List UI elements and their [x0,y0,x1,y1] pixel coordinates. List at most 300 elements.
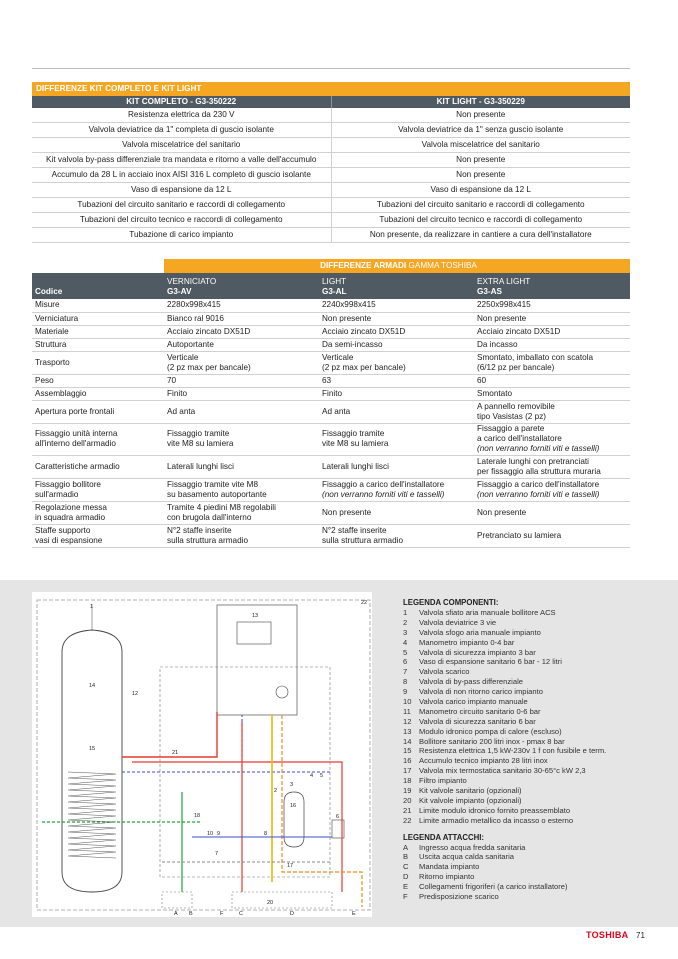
label-15: 15 [89,746,96,752]
cabinet-table-row [32,325,630,338]
legend-key: D [403,872,409,882]
legend-item [403,872,673,882]
label-20: 20 [267,900,274,906]
legend-key: 3 [403,627,408,637]
cabinet-table-row [32,312,630,325]
legend-components-title: LEGENDA COMPONENTI: [403,598,499,607]
label-17: 18 [194,813,201,819]
legend-key: 18 [403,776,412,786]
row-label [32,325,164,338]
legend-item [403,843,673,853]
cell-line: Fissaggio a carico dell'installatore [477,479,600,489]
kit-light-cell: Non presente [331,168,630,183]
legend-item [403,862,673,872]
kit-complete-cell: Kit valvola by-pass differenziale tra mandata e ritorno a valle dell'accumulo [32,153,331,168]
cabinet-cell [164,374,319,387]
row-label [32,478,164,501]
row-label-line: Trasporto [35,357,70,367]
legend-key: 17 [403,766,412,776]
row-label [32,400,164,423]
legend-text: Valvola sfogo aria manuale impianto [419,627,541,637]
row-label [32,387,164,400]
cell-line: Da incasso [477,339,518,349]
legend-text: Valvola di sicurezza impianto 3 bar [419,647,536,657]
legend-item [403,648,673,658]
code-label: Codice [32,273,164,299]
cell-line: N°2 staffe inserite [167,525,232,535]
top-divider [32,68,630,69]
label-1: 1 [90,604,94,610]
legend-item [403,816,673,826]
cell-line: Fissaggio tramite [322,429,385,438]
row-label-line: in squadra armadio [35,512,106,522]
connection-B: B [189,911,193,917]
legend-item [403,806,673,816]
cabinet-cell [164,524,319,547]
cabinet-cell [474,455,630,478]
cabinet-cell [164,478,319,501]
legend-item [403,882,673,892]
row-label [32,423,164,455]
kit-complete-cell: Vaso di espansione da 12 L [32,183,331,198]
cabinet-cell [474,478,630,501]
cabinet-table-row [32,374,630,387]
kit-light-cell: Tubazioni del circuito tecnico e raccordi di collegamento [331,213,630,228]
row-label [32,338,164,351]
cell-line: sulla struttura armadio [167,535,248,545]
kit-table-row [32,228,630,243]
column-verniciato: VERNICIATO G3-AV [164,273,319,299]
cell-line: Acciaio zincato DX51D [167,326,251,336]
cabinet-cell [319,524,474,547]
cell-line: con brugola dall'interno [167,512,252,522]
legend-text: Valvola di by-pass differenziale [419,677,523,687]
legend-item [403,727,673,737]
cabinet-cell [474,312,630,325]
band-spacer [32,259,164,273]
kit-light-cell: Tubazioni del circuito sanitario e raccordi di collegamento [331,198,630,213]
connection-A: A [174,911,178,917]
legend-key: C [403,862,409,872]
label-14: 14 [89,683,96,689]
legend-text: Resistenza elettrica 1,5 kW-230v 1 f con fusibile e term. [419,746,607,756]
cabinet-cell [474,501,630,524]
label-6: 6 [336,814,340,820]
row-label [32,524,164,547]
cabinet-table-row [32,478,630,501]
legend-item [403,776,673,786]
legend-components-list [403,608,673,826]
row-label-line: sull'armadio [35,489,79,499]
legend-text: Limite armadio metallico da incasso o esterno [419,815,574,825]
legend-item [403,657,673,667]
legend-item [403,667,673,677]
kit-light-cell: Valvola deviatrice da 1" senza guscio isolante [331,123,630,138]
kit-table-title: DIFFERENZE KIT COMPLETO E KIT LIGHT [32,82,630,96]
cabinet-cell [474,351,630,374]
cabinet-cell [164,351,319,374]
row-label-line: Peso [35,375,54,385]
cell-line: Verticale [167,352,199,362]
row-label [32,299,164,312]
label-5: 5 [320,773,324,779]
row-label-line: all'interno dell'armadio [35,439,116,448]
legend-text: Manometro circuito sanitario 0-6 bar [419,706,541,716]
label-10: 10 [207,831,214,837]
cabinet-cell [474,299,630,312]
legend-key: F [403,892,408,902]
cell-line: Laterale lunghi con pretranciati [477,456,589,466]
legend-text: Accumulo tecnico impianto 28 litri inox [419,756,548,766]
cell-line: vite M8 su lamiera [322,439,389,448]
legend-text: Kit valvole sanitario (opzionali) [419,786,522,796]
label-3: 3 [290,782,294,788]
cell-line: Ad anta [322,406,351,416]
legend-item [403,697,673,707]
cabinet-cell [474,423,630,455]
cabinet-cell [474,387,630,400]
legend-key: 13 [403,726,412,736]
cell-line: (non verranno forniti viti e tasselli) [477,489,600,499]
cabinet-cell [319,455,474,478]
cabinet-cell [164,312,319,325]
label-7: 7 [215,851,219,857]
row-label-line: Materiale [35,326,69,336]
cabinet-cell [164,455,319,478]
cell-line: 60 [477,375,487,385]
row-label-line: Fissaggio bollitore [35,479,101,489]
cell-line: Non presente [322,507,372,517]
cabinet-differences-table [32,259,630,548]
label-12: 12 [132,691,139,697]
cabinet-cell [474,400,630,423]
cell-line: Da semi-incasso [322,339,383,349]
kit-differences-table [32,82,630,243]
label-18: 17 [287,863,294,869]
cabinet-cell [474,325,630,338]
legend-key: 7 [403,667,408,677]
kit-table-row [32,108,630,123]
cell-line: (6/12 pz per bancale) [477,362,555,372]
kit-complete-cell: Tubazioni del circuito tecnico e raccordi di collegamento [32,213,331,228]
row-label-line: Struttura [35,339,67,349]
column-light: LIGHT G3-AL [319,273,474,299]
cabinet-table-row [32,338,630,351]
cabinet-cell [164,387,319,400]
legend-text: Bollitore sanitario 200 litri inox - pmax 8 bar [419,736,565,746]
cell-line: (2 pz max per bancale) [322,362,406,372]
flow-pipe [132,762,342,892]
cell-line: a carico dell'installatore [477,434,562,443]
connection-C: C [239,911,243,917]
cell-line: Tramite 4 piedini M8 regolabili [167,502,276,512]
cell-line: Acciaio zincato DX51D [477,326,561,336]
legend-text: Ingresso acqua fredda sanitaria [419,842,526,852]
kit-complete-cell: Valvola deviatrice da 1" completa di guscio isolante [32,123,331,138]
kit-complete-cell: Accumulo da 28 L in acciaio inox AISI 316 L completo di guscio isolante [32,168,331,183]
cabinet-cell [164,423,319,455]
legend-item [403,786,673,796]
cell-line: Fissaggio a parete [477,424,545,433]
legend-key: 12 [403,716,412,726]
cell-line: tipo Vasistas (2 pz) [477,411,547,421]
cell-line: (non verranno forniti viti e tasselli) [477,444,600,453]
cell-line: Autoportante [167,339,214,349]
legend-key: A [403,842,409,852]
row-label [32,312,164,325]
legend-item [403,677,673,687]
legend-key: 22 [403,815,412,825]
dhw-tank [62,630,122,892]
legend-item [403,717,673,727]
legend-text: Valvola scarico [419,667,470,677]
kit-light-cell: Vaso di espansione da 12 L [331,183,630,198]
cabinet-band-title: DIFFERENZE ARMADI GAMMA TOSHIBA [164,259,630,273]
cabinet-cell [319,299,474,312]
cell-line: Fissaggio a carico dell'installatore [322,479,445,489]
legend-key: 6 [403,657,408,667]
cell-line: 70 [167,375,177,385]
kit-light-cell: Non presente, da realizzare in cantiere a cura dell'installatore [331,228,630,243]
legend-key: E [403,882,409,892]
cabinet-cell [319,501,474,524]
row-label-line: Staffe supporto [35,525,91,535]
legend-key: 4 [403,637,408,647]
cabinet-cell [164,400,319,423]
legend-text: Ritorno impianto [419,872,475,882]
label-21: 21 [172,750,179,756]
cold-pipe [122,715,242,772]
legend-key: 19 [403,786,412,796]
row-label [32,501,164,524]
legend-item [403,707,673,717]
row-label-line: Verniciatura [35,313,79,323]
cabinet-cell [164,338,319,351]
legend-key: 10 [403,697,412,707]
legend-item [403,756,673,766]
cabinet-cell [319,338,474,351]
brand-logo: TOSHIBA [586,930,629,940]
cell-line: Fissaggio tramite vite M8 [167,479,259,489]
kit-light-cell: Valvola miscelatrice del sanitario [331,138,630,153]
cell-line: Non presente [477,313,527,323]
legend-key: 8 [403,677,408,687]
cell-line: su basamento autoportante [167,489,267,499]
row-label-line: vasi di espansione [35,535,103,545]
kit-table-row [32,183,630,198]
legend-key: 14 [403,736,412,746]
cell-line: Ad anta [167,406,196,416]
row-label-line: Regolazione messa [35,502,107,512]
legend-item [403,746,673,756]
cabinet-cell [474,338,630,351]
legend-item [403,608,673,618]
cell-line: Finito [322,388,343,398]
kit-table-row [32,198,630,213]
cell-line: 2280x998x415 [167,300,221,310]
legend-key: 16 [403,756,412,766]
legend-connections-list [403,843,673,902]
column-extra-light: EXTRA LIGHT G3-AS [474,273,630,299]
cabinet-table-row [32,423,630,455]
cabinet-cell [319,400,474,423]
cabinet-table-row [32,400,630,423]
cell-line: sulla struttura armadio [322,535,403,545]
legend-key: 21 [403,805,412,815]
row-label-line: Assemblaggio [35,388,87,398]
label-22: 22 [361,600,368,606]
cell-line: (2 pz max per bancale) [167,362,251,372]
label-2: 2 [274,788,278,794]
cabinet-table-row [32,524,630,547]
cabinet-cell [474,524,630,547]
legend [403,598,673,902]
legend-item [403,892,673,902]
cell-line: (non verranno forniti viti e tasselli) [322,489,445,499]
cabinet-cell [164,299,319,312]
cabinet-cell [319,325,474,338]
legend-item [403,766,673,776]
kit-table-row [32,168,630,183]
row-label [32,374,164,387]
cabinet-table-row [32,387,630,400]
legend-key: 2 [403,617,408,627]
cell-line: N°2 staffe inserite [322,525,387,535]
legend-key: 11 [403,706,411,716]
cabinet-cell [319,478,474,501]
legend-key: 15 [403,746,412,756]
hot-pipe [122,712,217,757]
kit-light-header: KIT LIGHT - G3-350229 [331,96,630,108]
cell-line: Non presente [322,313,372,323]
cell-line: Smontato [477,388,513,398]
legend-text: Kit valvole impianto (opzionali) [419,795,522,805]
cell-line: 2240x998x415 [322,300,376,310]
legend-item [403,737,673,747]
kit-table-row [32,213,630,228]
legend-item [403,638,673,648]
legend-item [403,796,673,806]
legend-text: Valvola mix termostatica sanitario 30-65°c kW 2,3 [419,766,586,776]
cell-line: per fissaggio alla struttura muraria [477,466,601,476]
cell-line: Fissaggio tramite [167,429,230,438]
cell-line: 2250x998x415 [477,300,531,310]
technical-tank [284,792,304,847]
legend-text: Valvola sfiato aria manuale bollitore ACS [419,608,556,617]
cell-line: Laterali lunghi lisci [167,461,234,471]
legend-text: Collegamenti frigoriferi (a carico installatore) [419,882,568,892]
cell-line: Non presente [477,507,527,517]
hydraulic-schematic [32,592,372,917]
legend-text: Valvola di sicurezza sanitario 6 bar [419,716,536,726]
row-label-line: Caratteristiche armadio [35,461,120,471]
cabinet-cell [164,501,319,524]
kit-complete-header: KIT COMPLETO - G3-350222 [32,96,331,108]
kit-table-row [32,123,630,138]
legend-key: B [403,852,409,862]
kit-complete-cell: Tubazioni del circuito sanitario e raccordi di collegamento [32,198,331,213]
page-number: 71 [636,931,645,940]
legend-text: Modulo idronico pompa di calore (escluso) [419,726,562,736]
system-valve-kit [232,892,332,908]
cabinet-cell [319,423,474,455]
kit-complete-cell: Valvola miscelatrice del sanitario [32,138,331,153]
cell-line: Finito [167,388,188,398]
label-8: 8 [264,831,268,837]
cell-line: Pretranciato su lamiera [477,530,562,540]
legend-text: Manometro impianto 0-4 bar [419,637,515,647]
legend-text: Limite modulo idronico fornito preassemblato [419,805,571,815]
label-13: 13 [252,613,259,619]
cell-line: Laterali lunghi lisci [322,461,389,471]
legend-text: Valvola carico impianto manuale [419,697,528,707]
kit-light-cell: Non presente [331,153,630,168]
cell-line: A pannello removibile [477,401,555,411]
legend-text: Valvola di non ritorno carico impianto [419,687,543,697]
cell-line: 63 [322,375,332,385]
legend-key: 20 [403,795,412,805]
cabinet-cell [164,325,319,338]
legend-key: 5 [403,647,408,657]
cabinet-cell [319,374,474,387]
kit-complete-cell: Tubazione di carico impianto [32,228,331,243]
kit-table-row [32,153,630,168]
cabinet-cell [319,351,474,374]
row-label [32,351,164,374]
kit-light-cell: Non presente [331,108,630,123]
legend-text: Filtro impianto [419,776,467,786]
legend-connections-title: LEGENDA ATTACCHI: [403,832,484,842]
label-4: 4 [310,773,314,779]
label-16: 16 [290,803,297,809]
legend-item [403,852,673,862]
cabinet-cell [319,312,474,325]
cabinet-table-row [32,501,630,524]
cabinet-cell [319,387,474,400]
legend-text: Vaso di espansione sanitario 6 bar - 12 litri [419,657,562,667]
cell-line: Smontato, imballato con scatola [477,352,594,362]
legend-text: Mandata impianto [419,862,480,872]
legend-item [403,628,673,638]
connection-D: D [290,911,294,917]
legend-text: Uscita acqua calda sanitaria [419,852,514,862]
row-label-line: Misure [35,300,60,310]
row-label-line: Apertura porte frontali [35,406,115,416]
legend-text: Valvola deviatrice 3 vie [419,617,497,627]
kit-complete-cell: Resistenza elettrica da 230 V [32,108,331,123]
row-label-line: Fissaggio unità interna [35,429,118,438]
legend-item [403,687,673,697]
cell-line: Bianco ral 9016 [167,313,224,323]
legend-text: Predisposizione scarico [419,892,499,902]
label-9: 9 [217,831,221,837]
row-label [32,455,164,478]
cabinet-table-row [32,351,630,374]
dhw-valve-kit [162,892,192,908]
cabinet-table-row [32,455,630,478]
hydronic-module [217,605,297,715]
legend-key: 1 [403,608,408,617]
legend-key: 9 [403,687,408,697]
cell-line: Verticale [322,352,354,362]
cell-line: Acciaio zincato DX51D [322,326,406,336]
cabinet-table-row [32,299,630,312]
hydraulic-diagram [32,592,372,917]
connection-E: E [352,911,356,917]
cabinet-cell [474,374,630,387]
kit-table-row [32,138,630,153]
cell-line: vite M8 su lamiera [167,439,234,448]
